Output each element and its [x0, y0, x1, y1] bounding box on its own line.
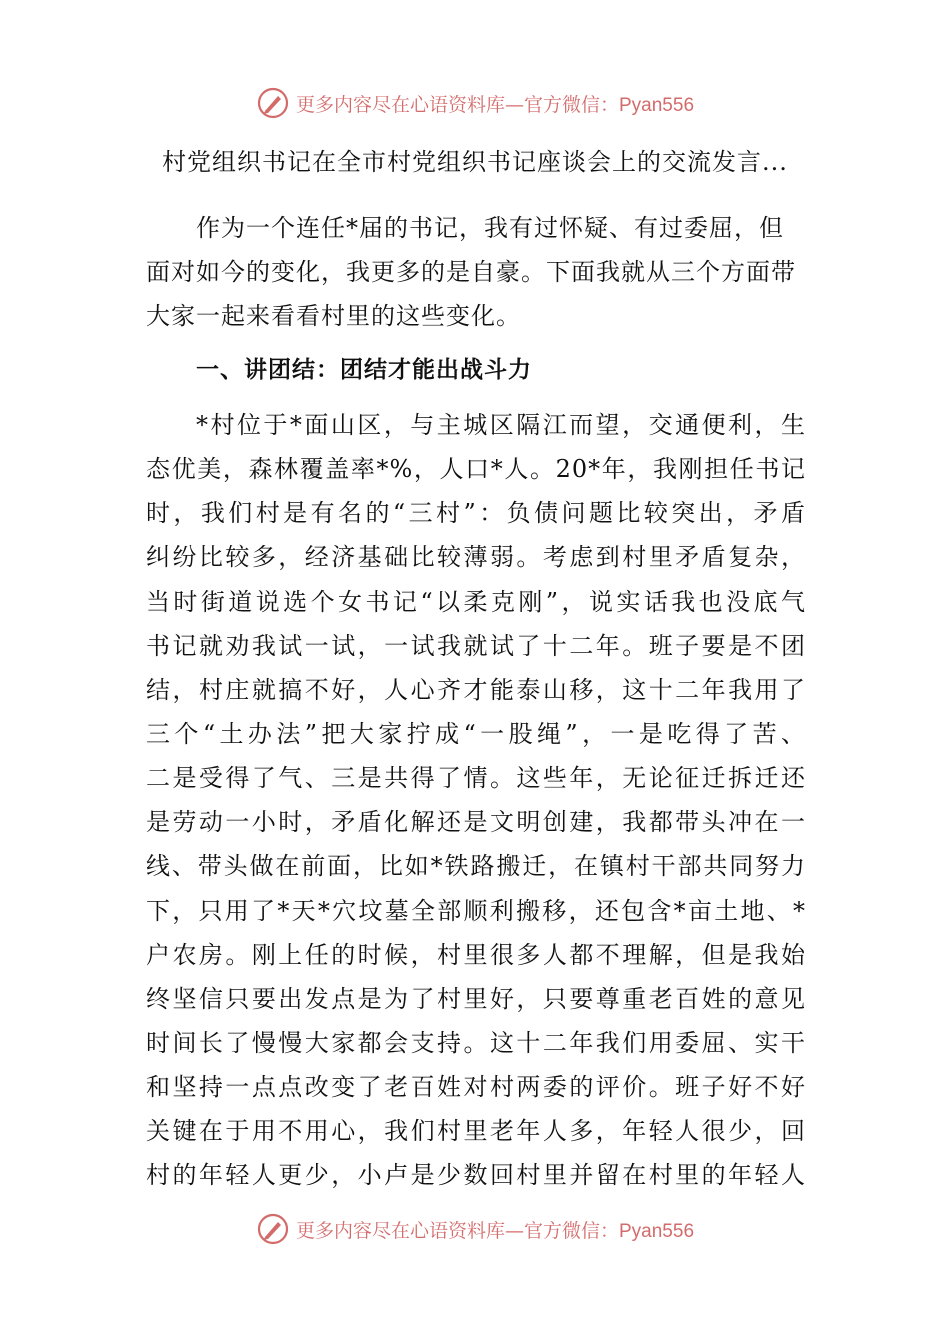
text-line: 时间长了慢慢大家都会支持。这十二年我们用委屈、实干	[146, 1028, 806, 1057]
watermark-text	[296, 1216, 694, 1243]
watermark-separator: —	[504, 93, 524, 116]
text-line: 是劳动一小时，矛盾化解还是文明创建，我都带头冲在一	[146, 808, 806, 837]
text-line: 村的年轻人更少，小卢是少数回村里并留在村里的年轻人	[146, 1161, 806, 1190]
watermark-label: 官方微信：	[523, 1219, 619, 1242]
text-line: 户农房。刚上任的时候，村里很多人都不理解，但是我始	[146, 940, 806, 969]
pen-logo-icon	[256, 1212, 290, 1246]
text-line: 书记就劝我试一试，一试我就试了十二年。班子要是不团	[146, 631, 806, 660]
section-heading: 一、讲团结：团结才能出战斗力	[196, 357, 532, 383]
text-line: 时，我们村是有名的“三村”：负债问题比较突出，矛盾	[146, 499, 806, 528]
text-line: 线、带头做在前面，比如*铁路搬迁，在镇村干部共同努力	[146, 852, 806, 881]
watermark-brand: 更多内容尽在心语资料库	[295, 93, 505, 116]
text-line: 终坚信只要出发点是为了村里好，只要尊重老百姓的意见	[146, 984, 806, 1013]
text-line: *村位于*面山区，与主城区隔江而望，交通便利，生	[196, 411, 806, 439]
text-line: 三个“土办法”把大家拧成“一股绳”，一是吃得了苦、	[146, 719, 806, 748]
watermark-header	[0, 86, 950, 120]
document-title: 村党组织书记在全市村党组织书记座谈会上的交流发言...	[162, 148, 788, 176]
intro-paragraph: 作为一个连任*届的书记，我有过怀疑、有过委屈，但面对如今的变化，我更多的是自豪。下面我就从三个方面带大家一起来看看村里的这些变化。	[146, 214, 796, 330]
watermark-label: 官方微信：	[523, 93, 619, 116]
text-line: 结，村庄就搞不好，人心齐才能泰山移，这十二年我用了	[146, 675, 806, 704]
watermark-wechat-id: Pyan556	[619, 1220, 695, 1242]
section-paragraph	[146, 403, 806, 1198]
text-line: 态优美，森林覆盖率*%，人口*人。20*年，我刚担任书记	[146, 455, 806, 484]
text-line: 当时街道说选个女书记“以柔克刚”，说实话我也没底气	[146, 587, 806, 616]
text-line: 纠纷比较多，经济基础比较薄弱。考虑到村里矛盾复杂，	[146, 543, 806, 572]
text-line: 下，只用了*天*穴坟墓全部顺利搬移，还包含*亩土地、*	[146, 896, 806, 925]
watermark-text	[296, 90, 694, 117]
watermark-brand: 更多内容尽在心语资料库	[295, 1219, 505, 1242]
text-line: 关键在于用不用心，我们村里老年人多，年轻人很少，回	[146, 1117, 806, 1146]
watermark-footer	[0, 1212, 950, 1246]
watermark-separator: —	[504, 1219, 524, 1242]
text-line: 二是受得了气、三是共得了情。这些年，无论征迁拆迁还	[146, 764, 806, 793]
watermark-wechat-id: Pyan556	[619, 94, 695, 116]
pen-logo-icon	[256, 86, 290, 120]
text-line: 和坚持一点点改变了老百姓对村两委的评价。班子好不好	[146, 1073, 806, 1102]
